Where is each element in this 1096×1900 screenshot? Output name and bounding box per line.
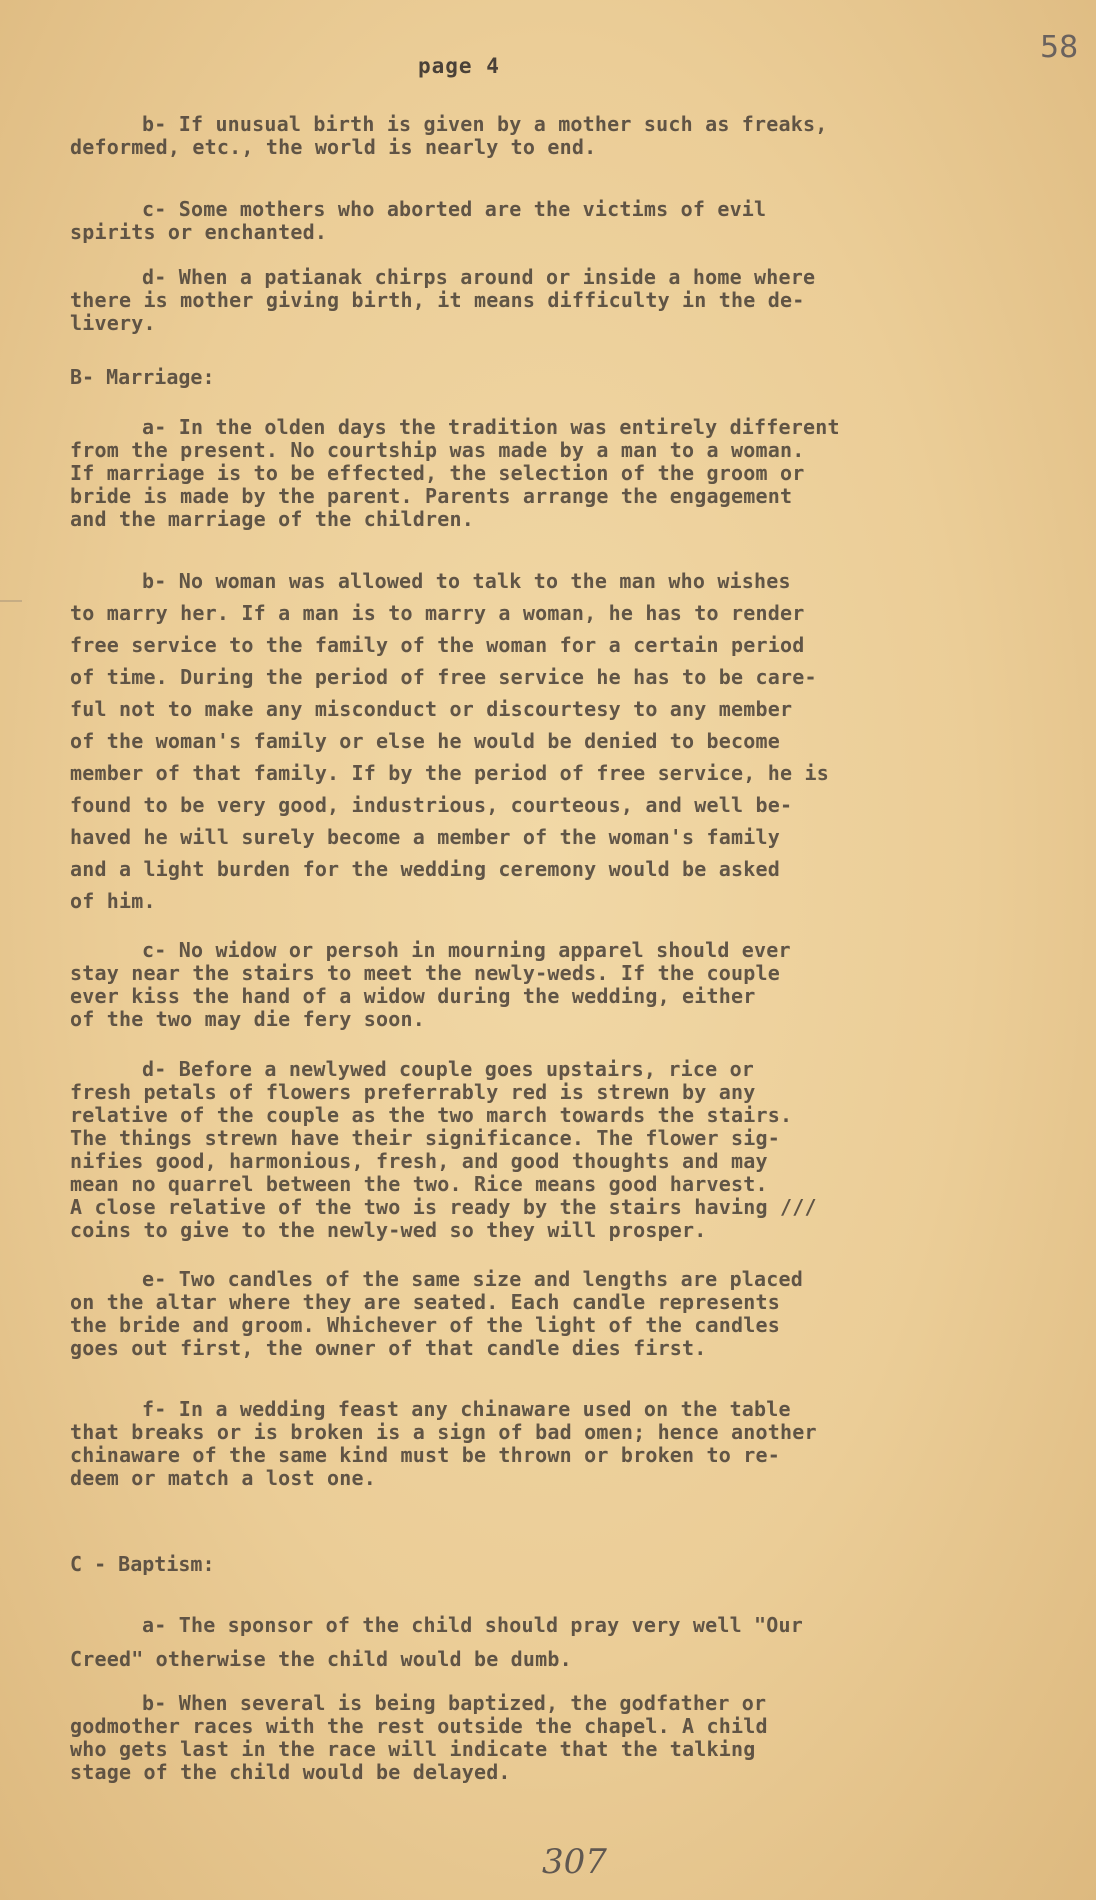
text-line: d- When a patianak chirps around or inside a home where <box>142 265 816 289</box>
text-line: ever kiss the hand of a widow during the wedding, either <box>70 984 756 1008</box>
text-line: free service to the family of the woman for a certain period <box>70 633 805 657</box>
text-line: a- In the olden days the tradition was entirely different <box>142 415 840 439</box>
text-line: coins to give to the newly-wed so they will prosper. <box>70 1218 707 1242</box>
paragraph-marriage-e <box>70 1268 1010 1360</box>
paragraph-marriage-a <box>70 416 1010 531</box>
paragraph-baptism-a <box>70 1608 1010 1676</box>
text-line: If marriage is to be effected, the selection of the groom or <box>70 461 805 485</box>
text-line: stay near the stairs to meet the newly-weds. If the couple <box>70 961 780 985</box>
text-line: of him. <box>70 889 156 913</box>
text-line: deem or match a lost one. <box>70 1466 377 1490</box>
text-line: f- In a wedding feast any chinaware used on the table <box>142 1397 791 1421</box>
text-line: bride is made by the parent. Parents arrange the engagement <box>70 484 793 508</box>
text-line: from the present. No courtship was made by a man to a woman. <box>70 438 805 462</box>
text-line: Creed" otherwise the child would be dumb. <box>70 1647 572 1671</box>
text-line: spirits or enchanted. <box>70 220 328 244</box>
text-line: c- Some mothers who aborted are the victims of evil <box>142 197 767 221</box>
text-line: b- When several is being baptized, the godfather or <box>142 1691 767 1715</box>
text-line: of the two may die fery soon. <box>70 1007 425 1031</box>
paragraph-birth-d <box>70 266 1010 335</box>
text-line: of the woman's family or else he would be denied to become <box>70 729 780 753</box>
text-line: b- If unusual birth is given by a mother such as freaks, <box>142 112 828 136</box>
paragraph-marriage-c <box>70 939 1010 1031</box>
paragraph-birth-b <box>70 113 1010 159</box>
text-line: of time. During the period of free service he has to be care- <box>70 665 817 689</box>
text-line: mean no quarrel between the two. Rice means good harvest. <box>70 1172 768 1196</box>
section-heading-marriage: B- Marriage: <box>70 365 215 389</box>
text-line: A close relative of the two is ready by the stairs having /// <box>70 1195 817 1219</box>
text-line: e- Two candles of the same size and lengths are placed <box>142 1267 804 1291</box>
text-line: a- The sponsor of the child should pray very well "Our <box>142 1613 804 1637</box>
text-line: member of that family. If by the period of free service, he is <box>70 761 829 785</box>
text-line: livery. <box>70 311 156 335</box>
margin-mark <box>0 600 22 612</box>
paragraph-marriage-f <box>70 1398 1010 1490</box>
handwritten-archive-number: 307 <box>542 1842 607 1882</box>
paragraph-birth-c <box>70 198 1010 244</box>
text-line: c- No widow or persoh in mourning apparel should ever <box>142 938 791 962</box>
text-line: nifies good, harmonious, fresh, and good thoughts and may <box>70 1149 768 1173</box>
text-line: goes out first, the owner of that candle dies first. <box>70 1336 707 1360</box>
text-line: who gets last in the race will indicate that the talking <box>70 1737 756 1761</box>
text-line: haved he will surely become a member of the woman's family <box>70 825 780 849</box>
text-line: The things strewn have their significance. The flower sig- <box>70 1126 780 1150</box>
text-line: relative of the couple as the two march towards the stairs. <box>70 1103 793 1127</box>
text-line: deformed, etc., the world is nearly to end. <box>70 135 597 159</box>
paragraph-marriage-b <box>70 565 1010 917</box>
text-line: and a light burden for the wedding ceremony would be asked <box>70 857 780 881</box>
text-line: on the altar where they are seated. Each candle represents <box>70 1290 780 1314</box>
text-line: b- No woman was allowed to talk to the man who wishes <box>142 569 791 593</box>
text-line: d- Before a newlywed couple goes upstairs, rice or <box>142 1057 755 1081</box>
text-line: found to be very good, industrious, courteous, and well be- <box>70 793 793 817</box>
text-line: there is mother giving birth, it means difficulty in the de- <box>70 288 805 312</box>
text-line: ful not to make any misconduct or discourtesy to any member <box>70 697 793 721</box>
text-line: the bride and groom. Whichever of the light of the candles <box>70 1313 780 1337</box>
paragraph-baptism-b <box>70 1692 1010 1784</box>
text-line: and the marriage of the children. <box>70 507 474 531</box>
handwritten-page-number: 58 <box>1040 30 1079 65</box>
text-line: fresh petals of flowers preferrably red is strewn by any <box>70 1080 756 1104</box>
text-line: that breaks or is broken is a sign of bad omen; hence another <box>70 1420 817 1444</box>
paragraph-marriage-d <box>70 1058 1010 1242</box>
text-line: stage of the child would be delayed. <box>70 1760 511 1784</box>
text-line: chinaware of the same kind must be thrown or broken to re- <box>70 1443 780 1467</box>
text-line: to marry her. If a man is to marry a woman, he has to render <box>70 601 805 625</box>
page-header: page 4 <box>418 54 500 78</box>
text-line: godmother races with the rest outside the chapel. A child <box>70 1714 768 1738</box>
section-heading-baptism: C - Baptism: <box>70 1552 215 1576</box>
